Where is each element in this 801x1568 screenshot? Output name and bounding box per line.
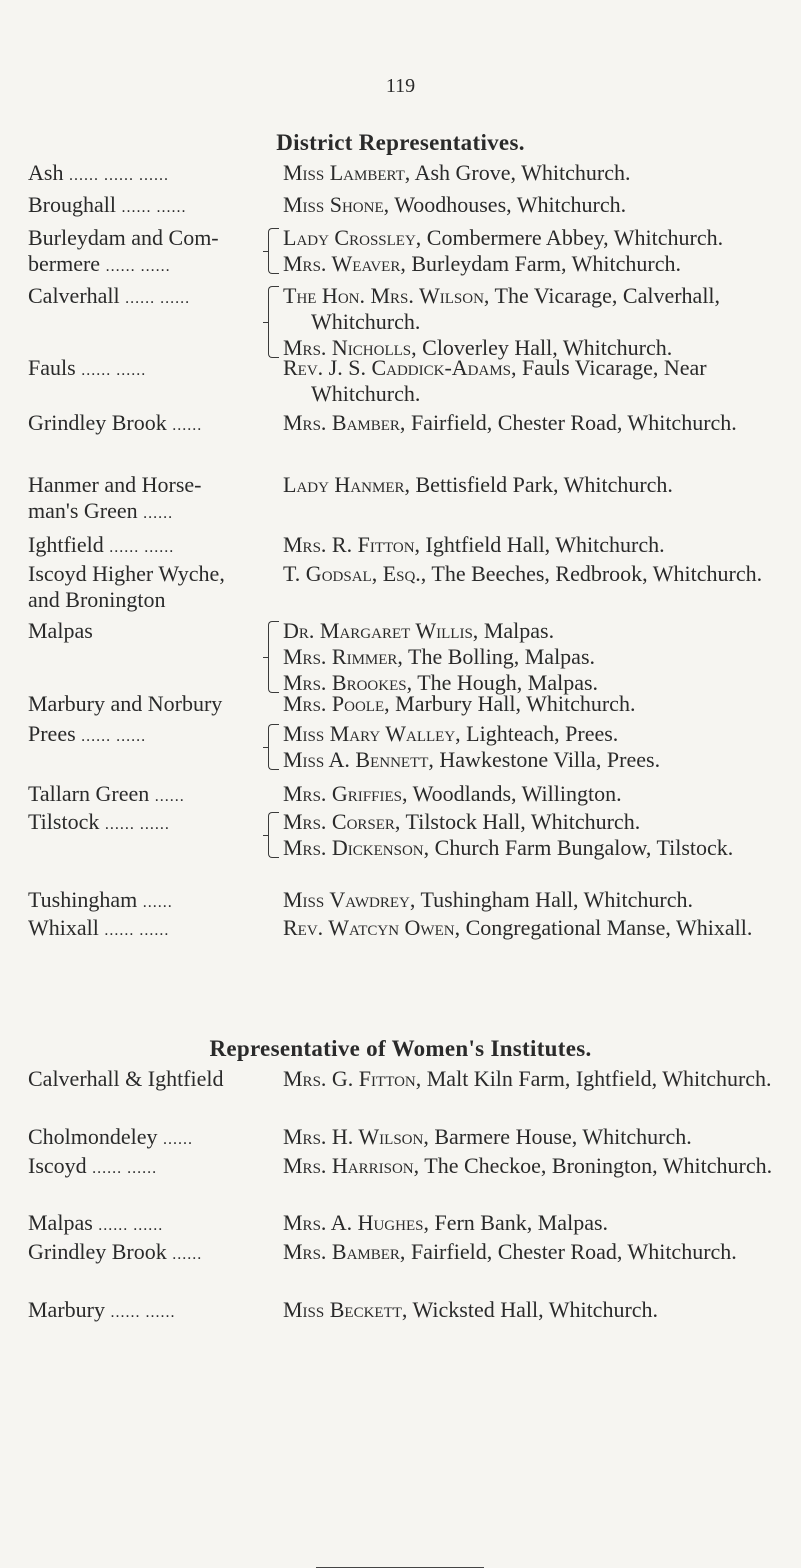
entry-label-text-continued: man's Green: [28, 498, 138, 523]
representative-address: Malpas.: [478, 618, 555, 643]
womens-institutes-heading: Representative of Women's Institutes.: [209, 1036, 592, 1061]
representative: [283, 644, 783, 670]
entry-label-text: Malpas: [28, 618, 93, 643]
entry-label-text: Hanmer and Horse-: [28, 472, 202, 497]
representative-address: Congregational Manse, Whixall.: [460, 915, 753, 940]
representative-name: Mrs. Brookes,: [283, 670, 413, 695]
representative-address: The Checkoe, Bronington, Whitchurch.: [419, 1153, 773, 1178]
representative-name: Dr. Margaret Willis,: [283, 618, 479, 643]
representative-name: Rev. Watcyn Owen,: [283, 915, 461, 940]
page-number: 119: [385, 75, 416, 97]
entry-representatives: [283, 781, 783, 807]
leader-dots: ......: [154, 788, 185, 805]
representative-name: Miss Vawdrey,: [283, 887, 416, 912]
entry-label: [28, 472, 268, 527]
representative: [283, 410, 783, 436]
representative-address: Cloverley Hall, Whitchurch.: [416, 335, 673, 360]
representative-name: Mrs. Dickenson,: [283, 835, 430, 860]
representative-address: Lighteach, Prees.: [460, 721, 619, 746]
representative-name: Mrs. Nicholls,: [283, 335, 417, 360]
leader-dots: ......: [172, 1246, 203, 1263]
entry-label: [28, 915, 268, 944]
grouping-brace: [268, 228, 279, 274]
representative-name: Miss Shone,: [283, 192, 390, 217]
representative-address: Tushingham Hall, Whitchurch.: [415, 887, 694, 912]
representative-name: The Hon. Mrs. Wilson,: [283, 283, 490, 308]
entry-representatives: [283, 192, 783, 218]
leader-dots: ...... ......: [104, 816, 170, 833]
district-representatives-heading: District Representatives.: [276, 130, 525, 155]
representative-name: Mrs. Weaver,: [283, 251, 406, 276]
entry-label-text: Tallarn Green: [28, 781, 150, 806]
representative: [283, 721, 783, 747]
entry-label: [28, 721, 268, 750]
representative: [283, 1297, 783, 1323]
grouping-brace: [268, 286, 279, 358]
representative-address: Hawkestone Villa, Prees.: [433, 747, 661, 772]
leader-dots: ...... ......: [92, 1160, 158, 1177]
grouping-brace: [268, 724, 279, 770]
representative-address: The Beeches, Redbrook, Whitchurch.: [426, 561, 763, 586]
entry-representatives: [283, 160, 783, 186]
entry-representatives: [283, 472, 783, 498]
entry-label-text: Ightfield: [28, 532, 104, 557]
entry-label: [28, 1066, 268, 1092]
entry-label: [28, 691, 268, 717]
representative-address: Wicksted Hall, Whitchurch.: [407, 1297, 659, 1322]
entry-representatives: [283, 1066, 783, 1092]
representative-name: Mrs. A. Hughes,: [283, 1210, 429, 1235]
representative-name: Lady Hanmer,: [283, 472, 410, 497]
representative-name: Mrs. H. Wilson,: [283, 1124, 429, 1149]
representative: [283, 1066, 783, 1092]
entry-label: [28, 561, 268, 613]
entry-label: [28, 809, 268, 838]
representative-name: Mrs. Griffies,: [283, 781, 408, 806]
representative: [283, 747, 783, 773]
representative: [283, 160, 783, 186]
grouping-brace: [268, 812, 279, 858]
entry-label-text: Grindley Brook: [28, 410, 167, 435]
representative-address: The Bolling, Malpas.: [402, 644, 596, 669]
entry-label: [28, 283, 268, 312]
representative-name: Mrs. Rimmer,: [283, 644, 403, 669]
entry-label-text: Marbury and Norbury: [28, 691, 223, 716]
representative-name: Miss A. Bennett,: [283, 747, 434, 772]
representative-name: Miss Lambert,: [283, 160, 411, 185]
representative: [283, 915, 783, 941]
entry-representatives: [283, 410, 783, 436]
representative-name: Miss Mary Walley,: [283, 721, 461, 746]
entry-label: [28, 1297, 268, 1326]
entry-label: [28, 192, 268, 221]
representative: [283, 781, 783, 807]
entry-representatives: [283, 561, 783, 587]
entry-representatives: [283, 532, 783, 558]
entry-label-text: Grindley Brook: [28, 1239, 167, 1264]
representative-name: Rev. J. S. Caddick-Adams,: [283, 355, 517, 380]
entry-representatives: [283, 809, 783, 861]
entry-label: [28, 355, 268, 384]
representative-address: Combermere Abbey, Whitchurch.: [421, 225, 724, 250]
representative: [283, 809, 783, 835]
leader-dots: ......: [142, 894, 173, 911]
entry-label-text: Calverhall & Ightfield: [28, 1066, 224, 1091]
representative: [283, 472, 783, 498]
entry-representatives: [283, 887, 783, 913]
entry-label-text: Whixall: [28, 915, 99, 940]
entry-label-text-continued: and Bronington: [28, 587, 166, 612]
representative: [283, 283, 783, 335]
representative-name: Lady Crossley,: [283, 225, 422, 250]
leader-dots: ......: [143, 505, 174, 522]
entry-label-text-continued: bermere: [28, 251, 101, 276]
entry-representatives: [283, 915, 783, 941]
representative: [283, 355, 783, 407]
representative-address: Malt Kiln Farm, Ightfield, Whitchurch.: [421, 1066, 772, 1091]
entry-label-text: Iscoyd Higher Wyche,: [28, 561, 225, 586]
representative-name: Mrs. Bamber,: [283, 1239, 406, 1264]
entry-label: [28, 781, 268, 810]
representative: [283, 1153, 783, 1179]
entry-label: [28, 618, 268, 644]
representative-address: Tilstock Hall, Whitchurch.: [400, 809, 641, 834]
entry-label: [28, 887, 268, 916]
representative-address: Ash Grove, Whitchurch.: [410, 160, 631, 185]
representative-address: Barmere House, Whitchurch.: [428, 1124, 692, 1149]
entry-label-text: Calverhall: [28, 283, 120, 308]
representative-address: Woodhouses, Whitchurch.: [389, 192, 627, 217]
representative-name: Miss Beckett,: [283, 1297, 408, 1322]
representative-address: Fairfield, Chester Road, Whitchurch.: [405, 1239, 737, 1264]
representative-name: Mrs. Corser,: [283, 809, 401, 834]
grouping-brace: [268, 621, 279, 693]
entry-representatives: [283, 1124, 783, 1150]
entry-label-text: Broughall: [28, 192, 116, 217]
representative-address: Church Farm Bungalow, Tilstock.: [429, 835, 734, 860]
entry-label: [28, 410, 268, 439]
entry-label-text: Burleydam and Com-: [28, 225, 219, 250]
leader-dots: ...... ......: [105, 258, 171, 275]
representative-address: Fern Bank, Malpas.: [428, 1210, 609, 1235]
representative: [283, 561, 783, 587]
leader-dots: ...... ......: [81, 728, 147, 745]
entry-label-text: Marbury: [28, 1297, 105, 1322]
entry-representatives: [283, 721, 783, 773]
entry-representatives: [283, 691, 783, 717]
leader-dots: ...... ......: [109, 539, 175, 556]
leader-dots: ...... ......: [110, 1304, 176, 1321]
representative-address: Fairfield, Chester Road, Whitchurch.: [405, 410, 737, 435]
entry-representatives: [283, 355, 783, 407]
representative-address: Ightfield Hall, Whitchurch.: [420, 532, 665, 557]
representative-name: Mrs. Poole,: [283, 691, 390, 716]
representative-name: Mrs. G. Fitton,: [283, 1066, 422, 1091]
entry-label-text: Fauls: [28, 355, 76, 380]
leader-dots: ......: [172, 417, 203, 434]
representative: [283, 532, 783, 558]
entry-representatives: [283, 283, 783, 361]
leader-dots: ...... ......: [98, 1217, 164, 1234]
representative-address: The Hough, Malpas.: [412, 670, 599, 695]
leader-dots: ......: [163, 1131, 194, 1148]
leader-dots: ...... ...... ......: [68, 167, 169, 184]
entry-representatives: [283, 1153, 783, 1179]
representative: [283, 835, 783, 861]
representative-name: Mrs. Harrison,: [283, 1153, 420, 1178]
leader-dots: ...... ......: [104, 922, 170, 939]
representative: [283, 225, 783, 251]
leader-dots: ...... ......: [121, 199, 187, 216]
entry-label-text: Tushingham: [28, 887, 138, 912]
entry-label: [28, 160, 268, 189]
representative-name: T. Godsal, Esq.,: [283, 561, 427, 586]
entry-representatives: [283, 1297, 783, 1323]
entry-label: [28, 532, 268, 561]
entry-label: [28, 1239, 268, 1268]
entry-label-text: Iscoyd: [28, 1153, 87, 1178]
entry-label: [28, 1124, 268, 1153]
entry-representatives: [283, 1239, 783, 1265]
entry-label-text: Prees: [28, 721, 76, 746]
representative-address: The Vicarage, Calverhall, Whitchurch.: [311, 283, 721, 334]
entry-label-text: Tilstock: [28, 809, 100, 834]
representative: [283, 251, 783, 277]
representative: [283, 1124, 783, 1150]
leader-dots: ...... ......: [81, 362, 147, 379]
representative-address: Burleydam Farm, Whitchurch.: [405, 251, 681, 276]
representative-name: Mrs. R. Fitton,: [283, 532, 421, 557]
representative: [283, 192, 783, 218]
representative: [283, 691, 783, 717]
entry-label-text: Ash: [28, 160, 64, 185]
leader-dots: ...... ......: [125, 290, 191, 307]
representative-address: Woodlands, Willington.: [407, 781, 622, 806]
entry-label-text: Malpas: [28, 1210, 93, 1235]
entry-label: [28, 225, 268, 280]
representative-address: Bettisfield Park, Whitchurch.: [410, 472, 673, 497]
representative: [283, 1210, 783, 1236]
representative: [283, 1239, 783, 1265]
entry-label-text: Cholmondeley: [28, 1124, 158, 1149]
representative: [283, 887, 783, 913]
entry-representatives: [283, 225, 783, 277]
entry-representatives: [283, 1210, 783, 1236]
entry-representatives: [283, 618, 783, 696]
representative: [283, 618, 783, 644]
entry-label: [28, 1210, 268, 1239]
entry-label: [28, 1153, 268, 1182]
representative-address: Fauls Vicarage, Near Whitchurch.: [311, 355, 707, 406]
representative-address: Marbury Hall, Whitchurch.: [389, 691, 636, 716]
representative-name: Mrs. Bamber,: [283, 410, 406, 435]
